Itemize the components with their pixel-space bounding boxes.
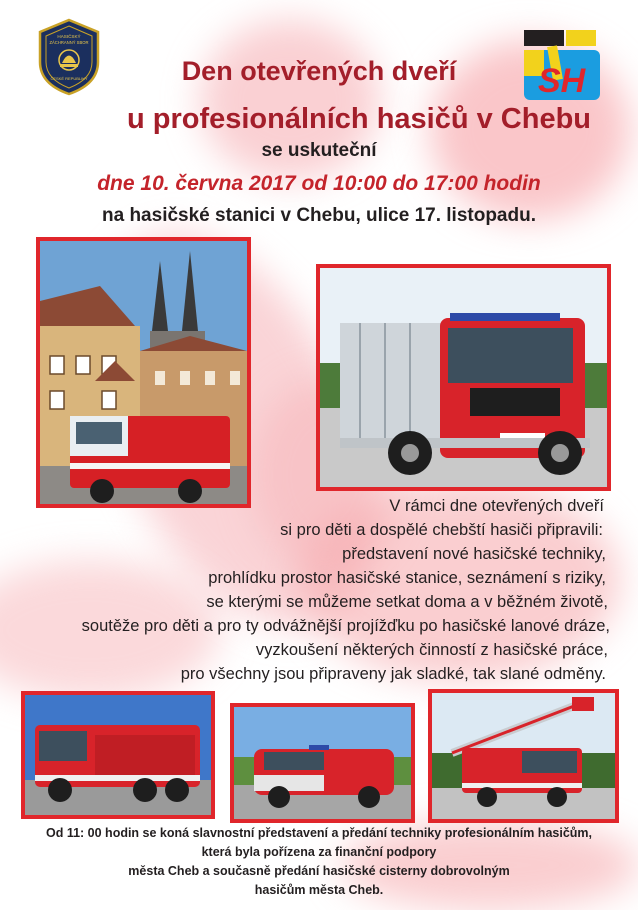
program-line: prohlídku prostor hasičské stanice, seznámení s riziky, — [208, 569, 606, 587]
photo-pickup-truck — [230, 703, 415, 823]
event-date: dne 10. června 2017 od 10:00 do 17:00 hodin — [97, 172, 541, 195]
svg-text:HASIČSKÝ: HASIČSKÝ — [57, 34, 81, 39]
svg-text:ČESKÉ REPUBLIKY: ČESKÉ REPUBLIKY — [50, 76, 88, 81]
svg-text:ZÁCHRANNÝ SBOR: ZÁCHRANNÝ SBOR — [49, 40, 89, 45]
program-line: si pro děti a dospělé chebští hasiči připravili: — [280, 521, 603, 539]
footer-line: Od 11: 00 hodin se koná slavnostní představení a předání techniky profesionálním hasičům, — [46, 826, 592, 840]
footer-line: která byla pořízena za finanční podpory — [201, 845, 437, 859]
footer-line: hasičům města Cheb. — [254, 883, 384, 897]
photo-fire-truck-renault — [316, 264, 611, 491]
program-line: soutěže pro děti a pro ty odvážnější projížďku po hasičské lanové dráze, — [81, 617, 610, 635]
svg-text:SH: SH — [538, 62, 586, 100]
footer-line: města Cheb a současně předání hasičské cisterny dobrovolným — [128, 864, 510, 878]
program-line: se kterými se můžeme setkat doma a v běžném životě, — [206, 593, 608, 611]
photo-ladder-truck — [428, 689, 619, 823]
event-location: na hasičské stanici v Chebu, ulice 17. listopadu. — [102, 205, 536, 226]
program-line: pro všechny jsou připraveny jak sladké, tak slané odměny. — [180, 665, 606, 683]
subtitle: se uskuteční — [261, 140, 377, 161]
program-line: V rámci dne otevřených dveří — [389, 497, 604, 515]
program-line: představení nové hasičské techniky, — [342, 545, 606, 563]
program-line: vyzkoušení některých činností z hasičské práce, — [255, 641, 608, 659]
photo-tatra-truck — [21, 691, 215, 819]
page-title-line1: Den otevřených dveří — [181, 56, 457, 86]
photo-fire-truck-town — [36, 237, 251, 508]
page-title-line2: u profesionálních hasičů v Chebu — [126, 103, 592, 135]
